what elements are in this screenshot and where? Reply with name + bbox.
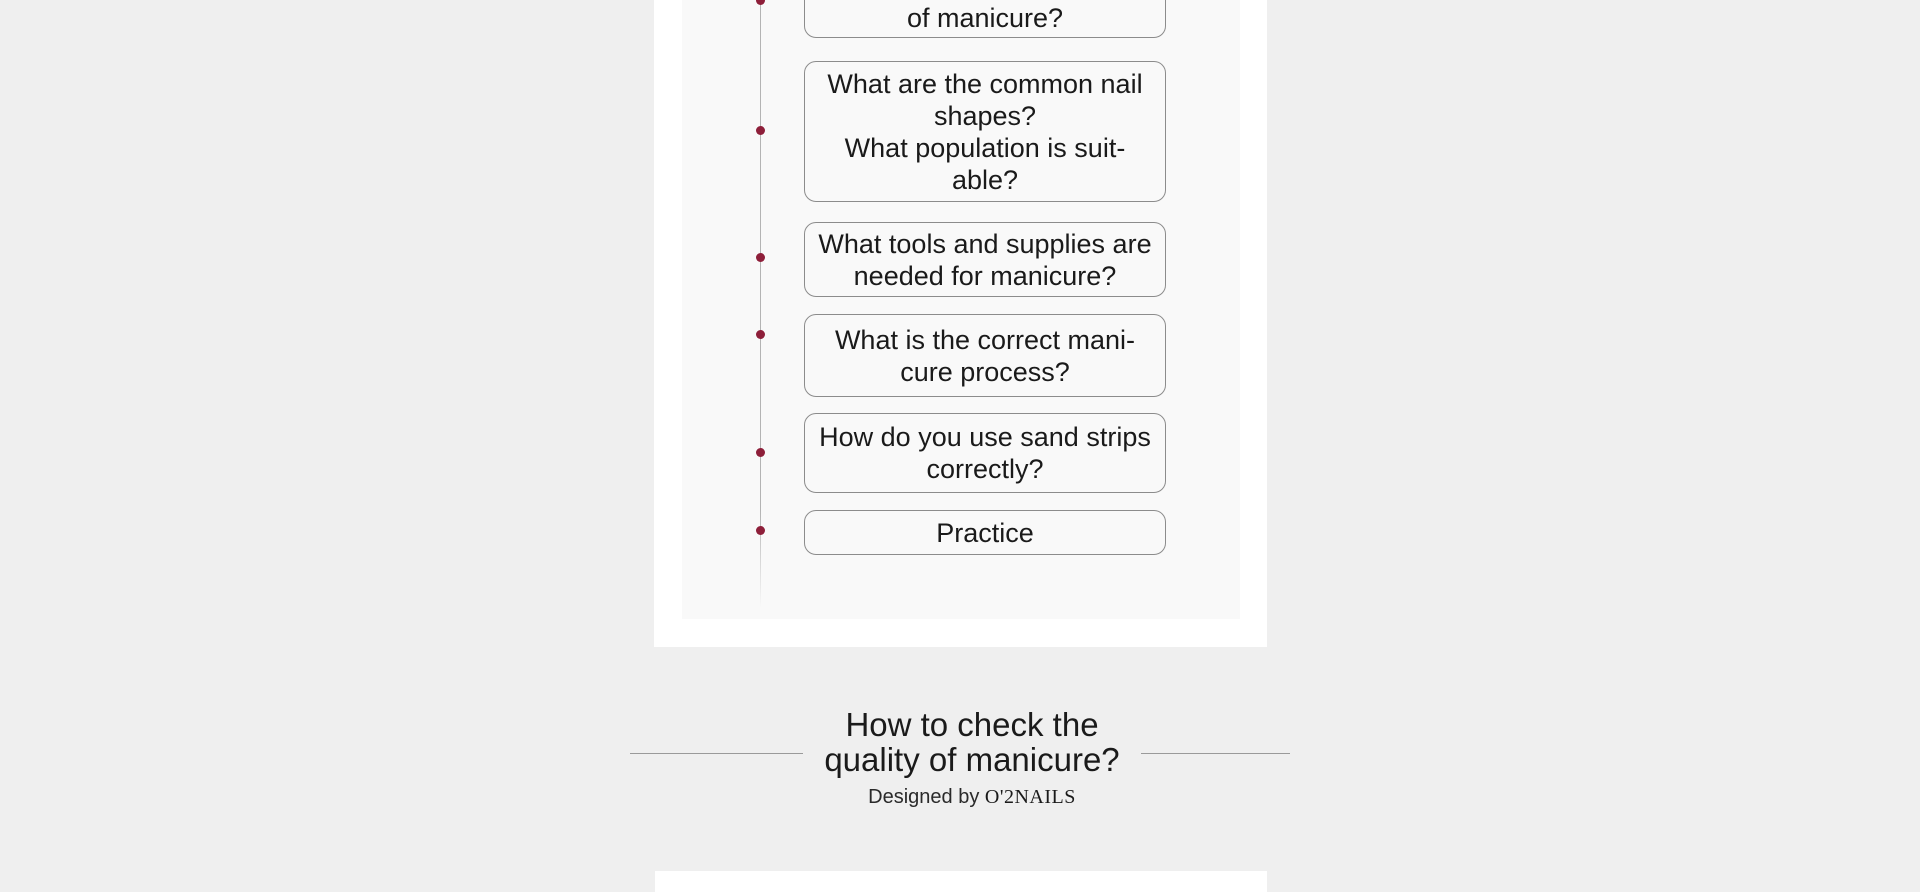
timeline-item[interactable] (804, 61, 1166, 202)
timeline-item-label: Practice (936, 517, 1034, 548)
dot-icon (756, 253, 765, 262)
timeline-item-label: What tools and supplies are needed for manicure? (818, 228, 1152, 291)
timeline-item-label: What is the correct mani-cure process? (834, 324, 1136, 387)
timeline-item-label: What are the common nail shapes? What population is suit-able? (827, 68, 1143, 195)
brand-logo: O'2NAILS (984, 786, 1076, 808)
dot-icon (756, 448, 765, 457)
dot-icon (756, 526, 765, 535)
section-title-line: How to check the (845, 706, 1099, 743)
designed-by (803, 784, 1141, 810)
timeline-item-label: of manicure? (906, 3, 1064, 33)
timeline-item[interactable] (804, 510, 1166, 555)
timeline-item[interactable] (804, 222, 1166, 297)
dot-icon (756, 126, 765, 135)
designed-by-label: Designed by (868, 786, 980, 808)
section-title (803, 707, 1141, 777)
section-title-line: quality of manicure? (824, 741, 1120, 778)
heading-rule-right (1141, 753, 1290, 754)
dot-icon (756, 330, 765, 339)
timeline-item[interactable] (804, 314, 1166, 397)
next-card (655, 871, 1267, 892)
timeline-item[interactable] (804, 0, 1166, 38)
timeline-line (760, 0, 761, 608)
heading-rule-left (630, 753, 803, 754)
timeline-item[interactable] (804, 413, 1166, 493)
timeline-item-label: How do you use sand strips correctly? (819, 422, 1151, 484)
